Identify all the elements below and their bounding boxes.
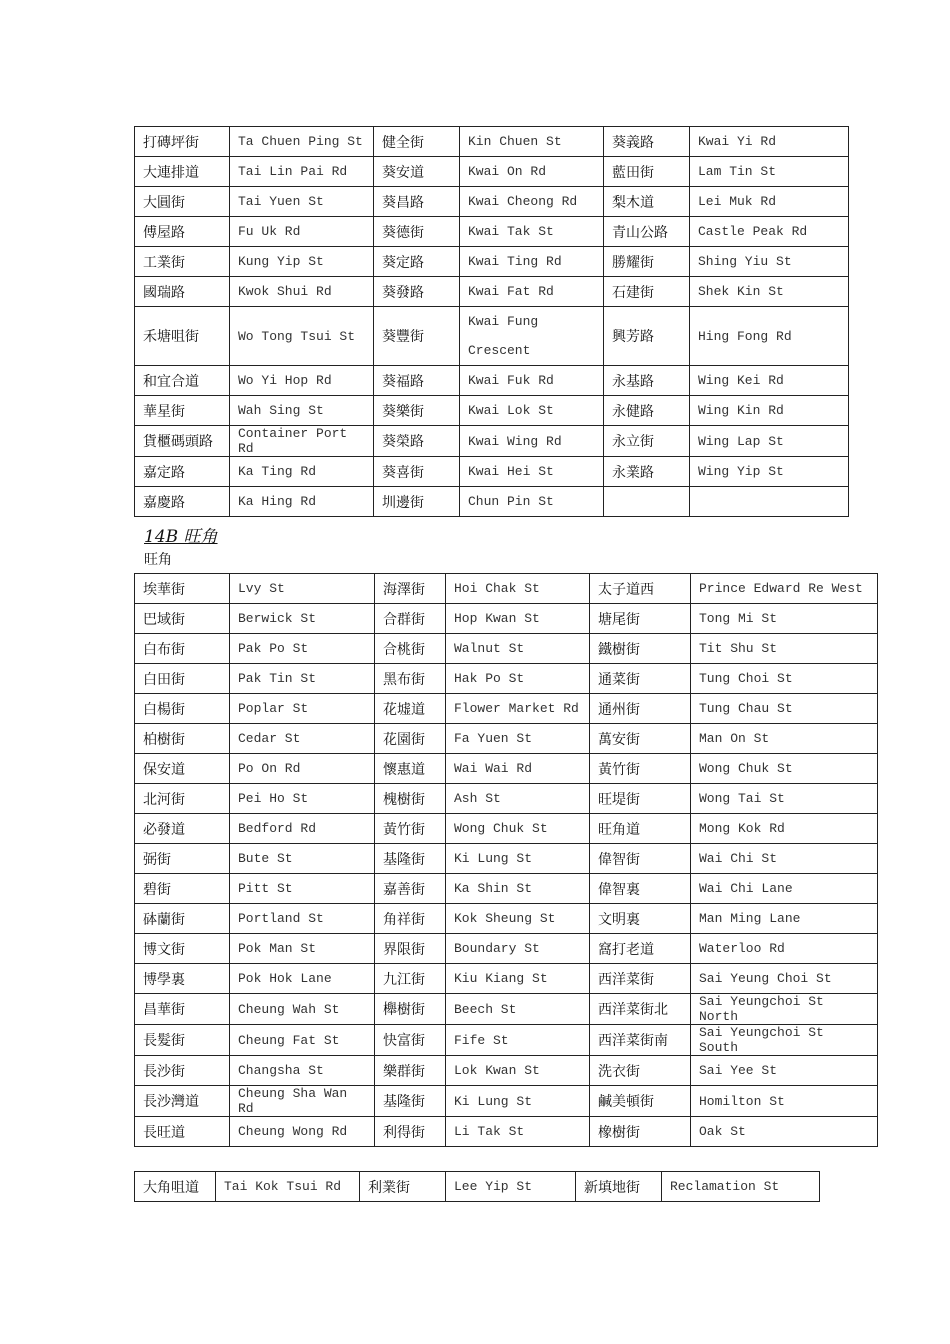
english-street-name: Ash St <box>446 784 590 814</box>
chinese-street-name: 鐵樹街 <box>590 634 691 664</box>
english-street-name: Kwai On Rd <box>460 157 604 187</box>
chinese-street-name: 葵豐街 <box>374 307 460 366</box>
chinese-street-name: 洗衣街 <box>590 1056 691 1086</box>
english-street-name: Sai Yeung Choi St <box>691 964 878 994</box>
english-street-name: Wing Lap St <box>690 426 849 457</box>
english-street-name: Wong Chuk St <box>446 814 590 844</box>
chinese-street-name: 博學裏 <box>135 964 230 994</box>
chinese-street-name: 和宜合道 <box>135 366 230 396</box>
english-street-name: Fife St <box>446 1025 590 1056</box>
street-table-body <box>135 1172 820 1202</box>
chinese-street-name: 打磚坪街 <box>135 127 230 157</box>
english-street-name: Pei Ho St <box>230 784 375 814</box>
table-row <box>135 844 878 874</box>
chinese-street-name: 黃竹街 <box>375 814 446 844</box>
chinese-street-name: 萬安街 <box>590 724 691 754</box>
english-street-name: Pok Man St <box>230 934 375 964</box>
street-table-body <box>135 574 878 1147</box>
chinese-street-name: 新填地街 <box>576 1172 662 1202</box>
chinese-street-name: 長髮街 <box>135 1025 230 1056</box>
english-street-name: Kwai Lok St <box>460 396 604 426</box>
chinese-street-name: 白田街 <box>135 664 230 694</box>
english-street-name: Shek Kin St <box>690 277 849 307</box>
table-row <box>135 396 849 426</box>
english-street-name: Wong Tai St <box>691 784 878 814</box>
english-street-name: Tong Mi St <box>691 604 878 634</box>
english-street-name: Wong Chuk St <box>691 754 878 784</box>
chinese-street-name: 嘉慶路 <box>135 487 230 517</box>
chinese-street-name: 通州街 <box>590 694 691 724</box>
table-row <box>135 964 878 994</box>
table-row <box>135 457 849 487</box>
chinese-street-name: 槐樹街 <box>375 784 446 814</box>
chinese-street-name: 博文街 <box>135 934 230 964</box>
chinese-street-name: 勝耀街 <box>604 247 690 277</box>
chinese-street-name: 旺堤街 <box>590 784 691 814</box>
chinese-street-name: 太子道西 <box>590 574 691 604</box>
chinese-street-name: 葵樂街 <box>374 396 460 426</box>
table-row <box>135 157 849 187</box>
table-row <box>135 634 878 664</box>
chinese-street-name: 葵義路 <box>604 127 690 157</box>
english-street-name: Kwai Cheong Rd <box>460 187 604 217</box>
chinese-street-name: 基隆街 <box>375 844 446 874</box>
english-street-name: Ka Ting Rd <box>230 457 374 487</box>
section-heading: 14B 旺角 <box>144 527 218 547</box>
english-street-name: Lvy St <box>230 574 375 604</box>
table-row <box>135 694 878 724</box>
chinese-street-name: 旺角道 <box>590 814 691 844</box>
chinese-street-name: 白楊街 <box>135 694 230 724</box>
english-street-name: Homilton St <box>691 1086 878 1117</box>
chinese-street-name: 偉智裏 <box>590 874 691 904</box>
english-street-name: Hop Kwan St <box>446 604 590 634</box>
english-street-name: Ka Hing Rd <box>230 487 374 517</box>
english-street-name: Cedar St <box>230 724 375 754</box>
chinese-street-name: 傅屋路 <box>135 217 230 247</box>
chinese-street-name: 角祥街 <box>375 904 446 934</box>
table-row <box>135 187 849 217</box>
chinese-street-name: 大角咀道 <box>135 1172 216 1202</box>
english-street-name: Container Port Rd <box>230 426 374 457</box>
table-row <box>135 664 878 694</box>
english-street-name: Kwai Hei St <box>460 457 604 487</box>
english-street-name: Flower Market Rd <box>446 694 590 724</box>
chinese-street-name: 華星街 <box>135 396 230 426</box>
chinese-street-name: 橡樹街 <box>590 1117 691 1147</box>
chinese-street-name: 長旺道 <box>135 1117 230 1147</box>
english-street-name: Beech St <box>446 994 590 1025</box>
table-row <box>135 307 849 366</box>
english-street-name: Kwai Fung Crescent <box>460 307 604 366</box>
table-row <box>135 1086 878 1117</box>
english-street-name <box>690 487 849 517</box>
chinese-street-name: 西洋菜街 <box>590 964 691 994</box>
english-street-name: Wai Wai Rd <box>446 754 590 784</box>
chinese-street-name: 弼街 <box>135 844 230 874</box>
english-street-name: Prince Edward Re West <box>691 574 878 604</box>
english-street-name: Tung Choi St <box>691 664 878 694</box>
chinese-street-name: 葵昌路 <box>374 187 460 217</box>
english-street-name: Chun Pin St <box>460 487 604 517</box>
english-street-name: Kwai Ting Rd <box>460 247 604 277</box>
english-street-name: Fu Uk Rd <box>230 217 374 247</box>
chinese-street-name: 通菜街 <box>590 664 691 694</box>
english-street-name: Kung Yip St <box>230 247 374 277</box>
chinese-street-name: 貨櫃碼頭路 <box>135 426 230 457</box>
chinese-street-name: 偉智街 <box>590 844 691 874</box>
english-street-name: Wah Sing St <box>230 396 374 426</box>
english-street-name: Castle Peak Rd <box>690 217 849 247</box>
english-street-name: Wo Tong Tsui St <box>230 307 374 366</box>
chinese-street-name: 黑布街 <box>375 664 446 694</box>
chinese-street-name: 白布街 <box>135 634 230 664</box>
chinese-street-name: 禾塘咀街 <box>135 307 230 366</box>
chinese-street-name: 合桃街 <box>375 634 446 664</box>
chinese-street-name: 保安道 <box>135 754 230 784</box>
english-street-name: Hoi Chak St <box>446 574 590 604</box>
chinese-street-name: 埃華街 <box>135 574 230 604</box>
chinese-street-name: 永健路 <box>604 396 690 426</box>
english-street-name: Lei Muk Rd <box>690 187 849 217</box>
chinese-street-name: 九江街 <box>375 964 446 994</box>
table-row <box>135 247 849 277</box>
street-table-kwai-chung <box>134 126 849 517</box>
table-row <box>135 574 878 604</box>
table-row <box>135 1025 878 1056</box>
english-street-name: Bute St <box>230 844 375 874</box>
english-street-name: Wing Kei Rd <box>690 366 849 396</box>
chinese-street-name: 長沙街 <box>135 1056 230 1086</box>
chinese-street-name: 基隆街 <box>375 1086 446 1117</box>
chinese-street-name: 藍田街 <box>604 157 690 187</box>
english-street-name: Waterloo Rd <box>691 934 878 964</box>
english-street-name: Sai Yeungchoi St South <box>691 1025 878 1056</box>
chinese-street-name: 永立街 <box>604 426 690 457</box>
english-street-name: Kiu Kiang St <box>446 964 590 994</box>
chinese-street-name: 青山公路 <box>604 217 690 247</box>
chinese-street-name: 利業街 <box>360 1172 446 1202</box>
english-street-name: Kwai Fat Rd <box>460 277 604 307</box>
english-street-name: Kwai Fuk Rd <box>460 366 604 396</box>
english-street-name: Reclamation St <box>662 1172 820 1202</box>
english-street-name: Changsha St <box>230 1056 375 1086</box>
chinese-street-name: 梨木道 <box>604 187 690 217</box>
chinese-street-name: 必發道 <box>135 814 230 844</box>
english-street-name: Bedford Rd <box>230 814 375 844</box>
chinese-street-name: 櫸樹街 <box>375 994 446 1025</box>
english-street-name: Po On Rd <box>230 754 375 784</box>
chinese-street-name: 大圓街 <box>135 187 230 217</box>
english-street-name: Mong Kok Rd <box>691 814 878 844</box>
chinese-street-name: 懷惠道 <box>375 754 446 784</box>
english-street-name: Portland St <box>230 904 375 934</box>
chinese-street-name: 葵安道 <box>374 157 460 187</box>
chinese-street-name: 國瑞路 <box>135 277 230 307</box>
english-street-name: Cheung Wah St <box>230 994 375 1025</box>
table-row <box>135 724 878 754</box>
chinese-street-name: 花園街 <box>375 724 446 754</box>
english-street-name: Kwai Wing Rd <box>460 426 604 457</box>
english-street-name: Hak Po St <box>446 664 590 694</box>
table-row <box>135 784 878 814</box>
english-street-name: Wai Chi Lane <box>691 874 878 904</box>
english-street-name: Wo Yi Hop Rd <box>230 366 374 396</box>
english-street-name: Pak Po St <box>230 634 375 664</box>
chinese-street-name: 砵蘭街 <box>135 904 230 934</box>
english-street-name: Wai Chi St <box>691 844 878 874</box>
street-table-mong-kok <box>134 573 878 1147</box>
chinese-street-name: 海澤街 <box>375 574 446 604</box>
english-street-name: Li Tak St <box>446 1117 590 1147</box>
chinese-street-name: 葵定路 <box>374 247 460 277</box>
english-street-name: Ta Chuen Ping St <box>230 127 374 157</box>
english-street-name: Lok Kwan St <box>446 1056 590 1086</box>
chinese-street-name: 圳邊街 <box>374 487 460 517</box>
english-street-name: Pak Tin St <box>230 664 375 694</box>
chinese-street-name: 石建街 <box>604 277 690 307</box>
chinese-street-name: 界限街 <box>375 934 446 964</box>
table-row <box>135 487 849 517</box>
english-street-name: Kok Sheung St <box>446 904 590 934</box>
table-row <box>135 874 878 904</box>
table-row <box>135 1117 878 1147</box>
english-street-name: Wing Kin Rd <box>690 396 849 426</box>
table-row <box>135 426 849 457</box>
chinese-street-name: 花墟道 <box>375 694 446 724</box>
english-street-name: Tai Yuen St <box>230 187 374 217</box>
english-street-name: Kwai Tak St <box>460 217 604 247</box>
chinese-street-name: 西洋菜街南 <box>590 1025 691 1056</box>
chinese-street-name: 葵發路 <box>374 277 460 307</box>
chinese-street-name: 鹹美頓街 <box>590 1086 691 1117</box>
chinese-street-name: 快富街 <box>375 1025 446 1056</box>
english-street-name: Tit Shu St <box>691 634 878 664</box>
english-street-name: Man Ming Lane <box>691 904 878 934</box>
table-row <box>135 127 849 157</box>
english-street-name: Tai Lin Pai Rd <box>230 157 374 187</box>
chinese-street-name: 窩打老道 <box>590 934 691 964</box>
chinese-street-name: 工業街 <box>135 247 230 277</box>
chinese-street-name: 文明裏 <box>590 904 691 934</box>
table-row <box>135 1056 878 1086</box>
chinese-street-name: 西洋菜街北 <box>590 994 691 1025</box>
english-street-name: Hing Fong Rd <box>690 307 849 366</box>
table-row <box>135 277 849 307</box>
english-street-name: Pok Hok Lane <box>230 964 375 994</box>
chinese-street-name: 柏樹街 <box>135 724 230 754</box>
table-row <box>135 934 878 964</box>
english-street-name: Fa Yuen St <box>446 724 590 754</box>
english-street-name: Ki Lung St <box>446 844 590 874</box>
english-street-name: Lam Tin St <box>690 157 849 187</box>
chinese-street-name: 嘉善街 <box>375 874 446 904</box>
chinese-street-name: 健全街 <box>374 127 460 157</box>
english-street-name: Cheung Fat St <box>230 1025 375 1056</box>
english-street-name: Ki Lung St <box>446 1086 590 1117</box>
table-row <box>135 754 878 784</box>
table-row <box>135 994 878 1025</box>
english-street-name: Cheung Wong Rd <box>230 1117 375 1147</box>
chinese-street-name <box>604 487 690 517</box>
english-street-name: Cheung Sha Wan Rd <box>230 1086 375 1117</box>
chinese-street-name: 塘尾街 <box>590 604 691 634</box>
english-street-name: Tung Chau St <box>691 694 878 724</box>
chinese-street-name: 興芳路 <box>604 307 690 366</box>
chinese-street-name: 碧街 <box>135 874 230 904</box>
chinese-street-name: 大連排道 <box>135 157 230 187</box>
table-row <box>135 217 849 247</box>
english-street-name: Walnut St <box>446 634 590 664</box>
english-street-name: Man On St <box>691 724 878 754</box>
english-street-name: Tai Kok Tsui Rd <box>216 1172 360 1202</box>
chinese-street-name: 葵喜街 <box>374 457 460 487</box>
chinese-street-name: 黃竹街 <box>590 754 691 784</box>
chinese-street-name: 巴域街 <box>135 604 230 634</box>
english-street-name: Sai Yeungchoi St North <box>691 994 878 1025</box>
english-street-name: Oak St <box>691 1117 878 1147</box>
chinese-street-name: 葵福路 <box>374 366 460 396</box>
english-street-name: Boundary St <box>446 934 590 964</box>
english-street-name: Shing Yiu St <box>690 247 849 277</box>
table-row <box>135 1172 820 1202</box>
english-street-name: Lee Yip St <box>446 1172 576 1202</box>
english-street-name: Poplar St <box>230 694 375 724</box>
chinese-street-name: 永基路 <box>604 366 690 396</box>
english-street-name: Ka Shin St <box>446 874 590 904</box>
section-subheading: 旺角 <box>144 552 172 568</box>
english-street-name: Berwick St <box>230 604 375 634</box>
chinese-street-name: 永業路 <box>604 457 690 487</box>
chinese-street-name: 合群街 <box>375 604 446 634</box>
chinese-street-name: 樂群街 <box>375 1056 446 1086</box>
chinese-street-name: 葵榮路 <box>374 426 460 457</box>
street-table-tai-kok-tsui <box>134 1171 820 1202</box>
chinese-street-name: 葵德街 <box>374 217 460 247</box>
english-street-name: Kwai Yi Rd <box>690 127 849 157</box>
chinese-street-name: 利得街 <box>375 1117 446 1147</box>
table-row <box>135 366 849 396</box>
street-table-body <box>135 127 849 517</box>
english-street-name: Kwok Shui Rd <box>230 277 374 307</box>
chinese-street-name: 北河街 <box>135 784 230 814</box>
english-street-name: Wing Yip St <box>690 457 849 487</box>
chinese-street-name: 昌華街 <box>135 994 230 1025</box>
table-row <box>135 814 878 844</box>
english-street-name: Sai Yee St <box>691 1056 878 1086</box>
english-street-name: Pitt St <box>230 874 375 904</box>
english-street-name: Kin Chuen St <box>460 127 604 157</box>
chinese-street-name: 長沙灣道 <box>135 1086 230 1117</box>
table-row <box>135 904 878 934</box>
table-row <box>135 604 878 634</box>
chinese-street-name: 嘉定路 <box>135 457 230 487</box>
